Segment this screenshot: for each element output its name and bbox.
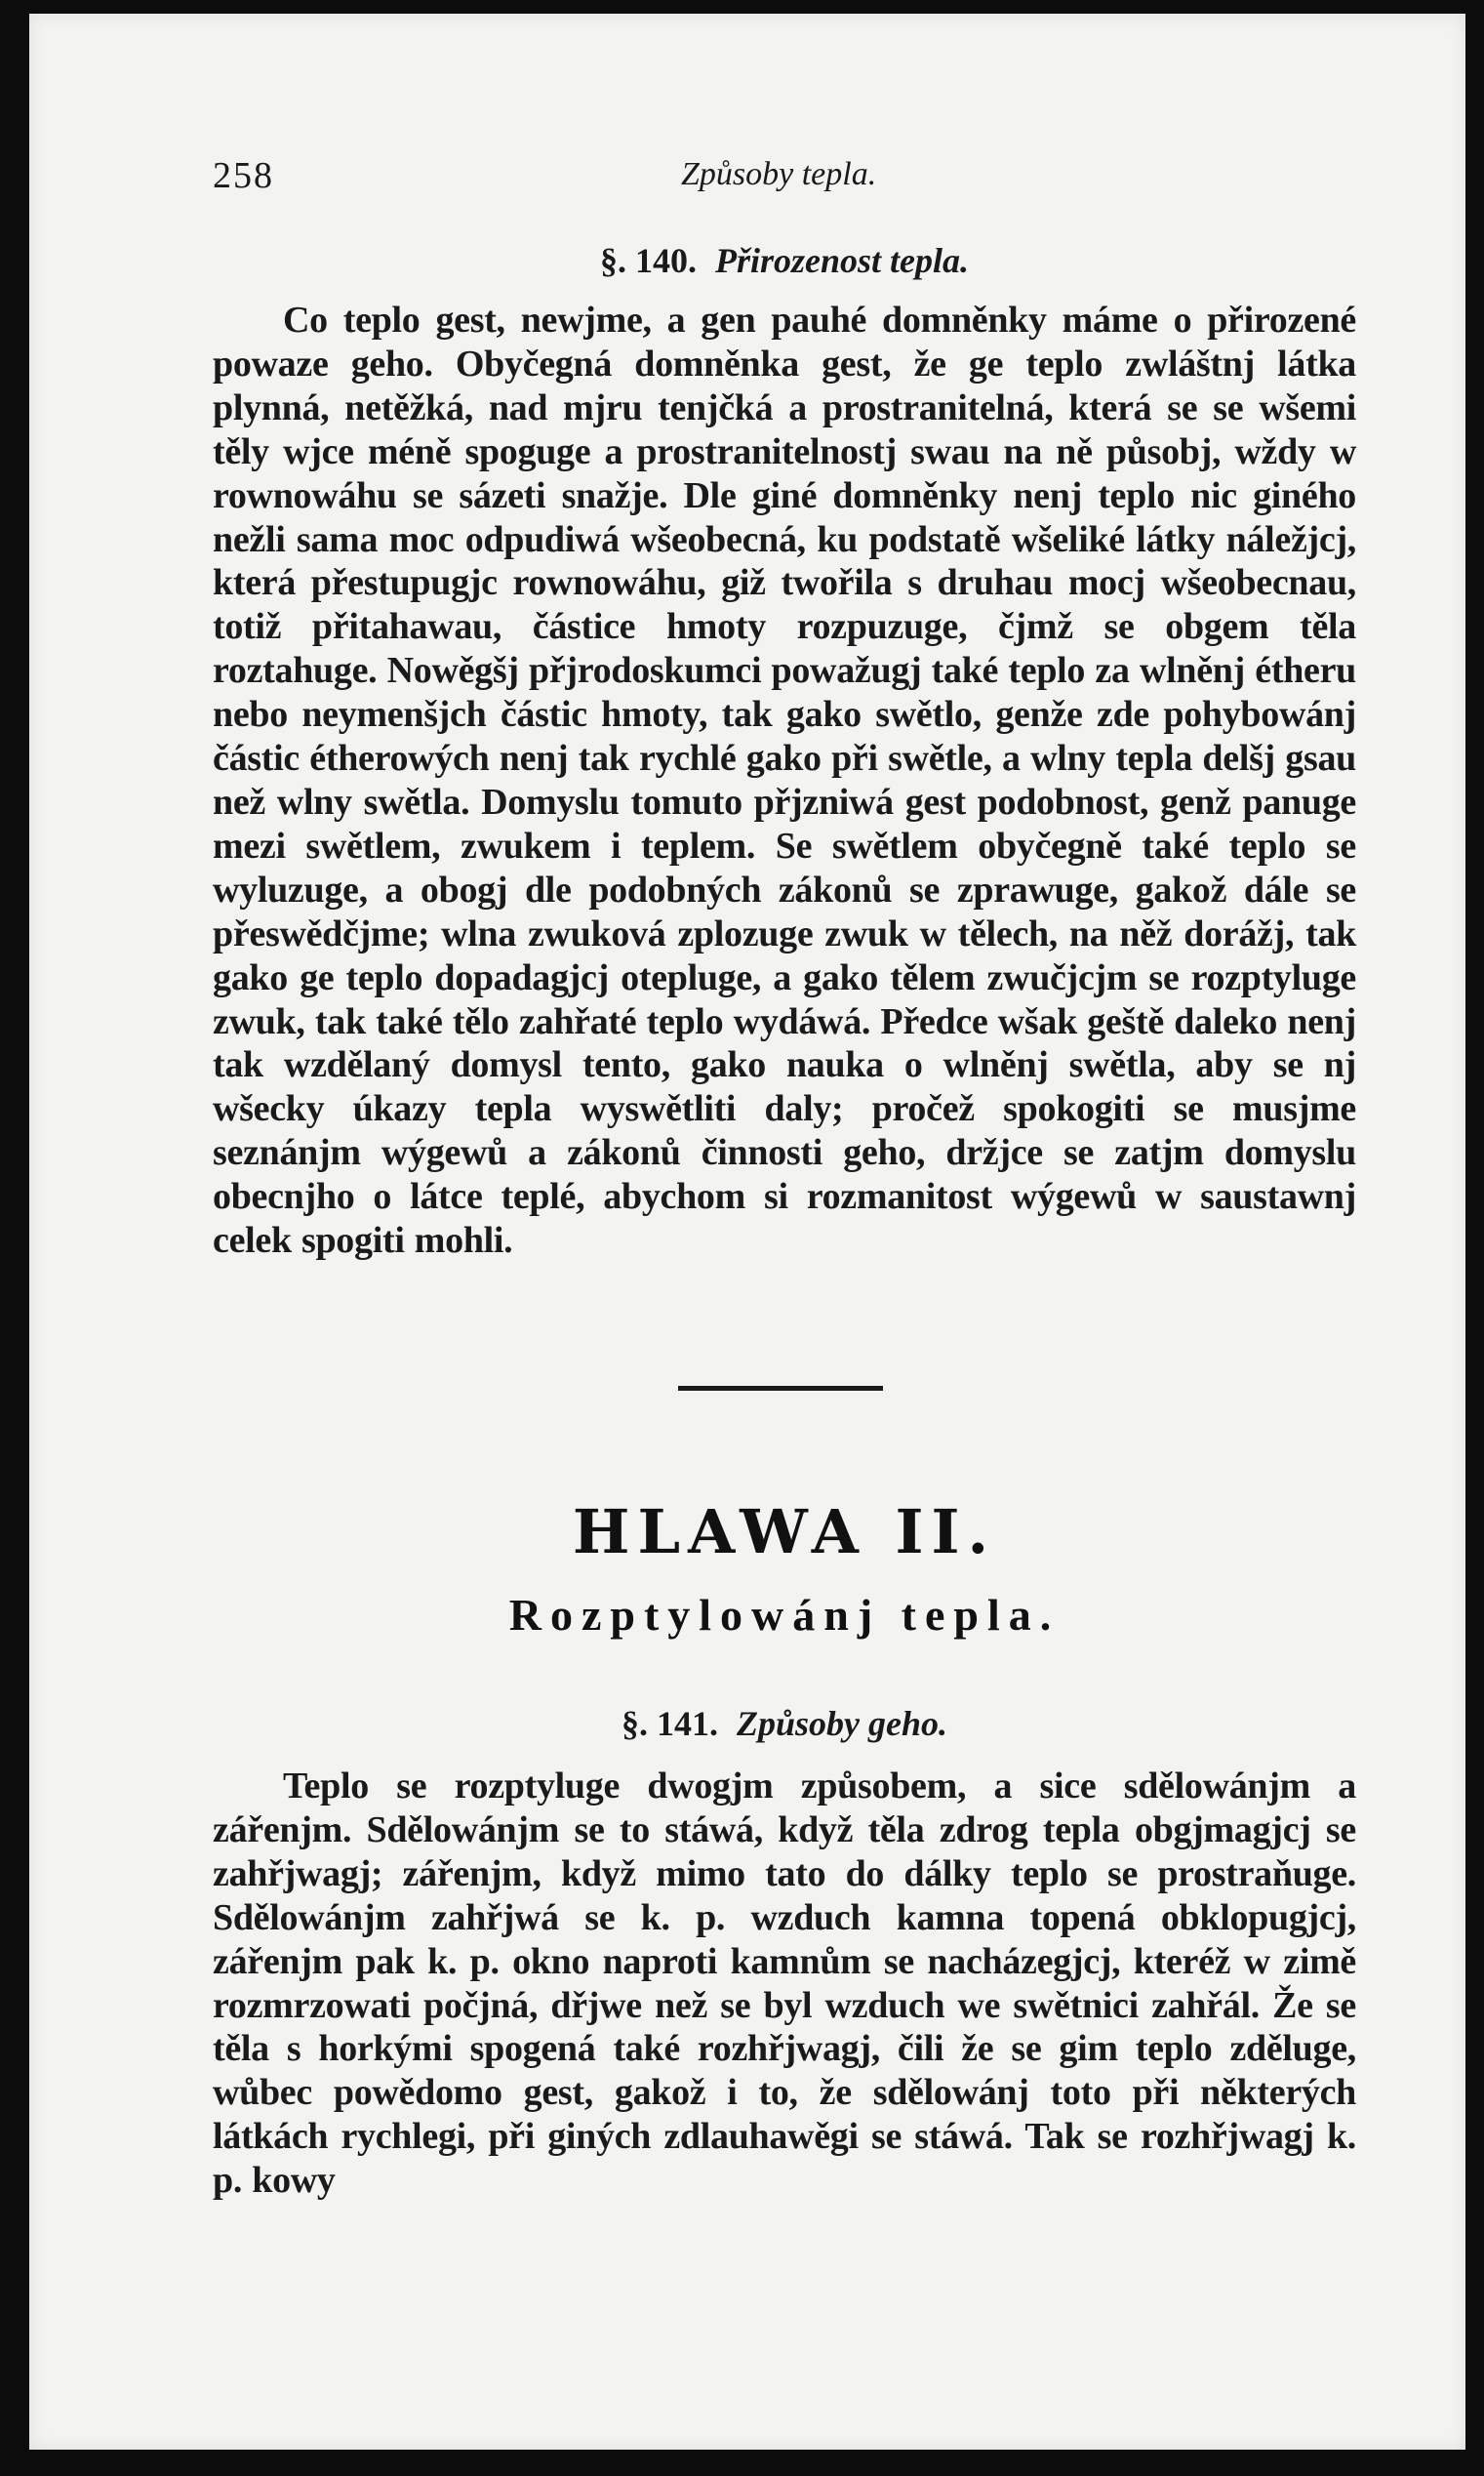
section-title: Přirozenost tepla. bbox=[714, 241, 969, 280]
running-head bbox=[213, 154, 1356, 213]
page-number: 258 bbox=[213, 155, 274, 196]
chapter-subtitle: Rozptylowánj tepla. bbox=[508, 1590, 1061, 1640]
chapter-heading: HLAWA II. bbox=[572, 1496, 997, 1567]
section-number: §. 141. bbox=[622, 1704, 718, 1743]
section-number: §. 140. bbox=[599, 241, 697, 280]
section-body-140 bbox=[213, 299, 1356, 1263]
paragraph: Teplo se rozptyluge dwogjm způsobem, a sice sdělowánjm a zářenjm. Sdělowánjm se to stáwá, když těla zdrog tepla obgjmagjcj se zahřjwagj; zářenjm, když mimo tato do dálky teplo se prostraňuge. Sdělowánjm zahřjwá se k. p. wzduch kamna topená obklopugjcj, zářenjm pak k. p. okno naproti kamnům se nacházegjcj, kteréž w zimě rozmrzowati počjná, dřjwe než se byl wzduch we swětnici zahřál. Že se těla s horkými spogená také rozhřjwagj, čili že se gim teplo zděluge, wůbec powědomo gest, gakož i to, že sdělowánj toto při některých látkách rychlegi, při giných zdlauhawěgi se stáwá. Tak se rozhřjwagj k. p. kowy bbox=[213, 1766, 1356, 2202]
section-body-141 bbox=[213, 1765, 1356, 2203]
section-divider bbox=[678, 1386, 883, 1391]
section-heading-141 bbox=[213, 1703, 1356, 1744]
running-title: Způsoby tepla. bbox=[681, 156, 877, 192]
paragraph: Co teplo gest, newjme, a gen pauhé domněnky máme o přirozené powaze geho. Obyčegná domněnka gest, že ge teplo zwláštnj látka plynná, netěžká, nad mjru tenjčká a prostranitelná, která se se wšemi těly wjce méně spoguge a prostranitelnostj swau na ně působj, wždy w rownowáhu se sázeti snažje. Dle giné domněnky nenj teplo nic giného nežli sama moc odpudiwá wšeobecná, ku podstatě wšeliké látky náležjcj, která přestupugjc rownowáhu, giž twořila s druhau mocj wšeobecnau, totiž přitahawau, částice hmoty rozpuzuge, čjmž se obgem těla roztahuge. Nowěgšj přjrodoskumci powažugj také teplo za wlněnj étheru nebo neymenšjch částic hmoty, tak gako swětlo, genže zde pohybowánj částic étherowých nenj tak rychlé gako při swětle, a wlny tepla delšj gsau než wlny swětla. Domyslu tomuto přjzniwá gest podobnost, genž panuge mezi swětlem, zwukem i teplem. Se swětlem obyčegně také teplo se wyluzuge, a obogj dle podobných zákonů se zprawuge, gakož dále se přeswědčjme; wlna zwuková zplozuge zwuk w tělech, na něž dorážj, tak gako ge teplo dopadagjcj otepluge, a gako tělem zwučjcjm se rozptyluge zwuk, tak také tělo zahřaté teplo wydáwá. Předce wšak geště daleko nenj tak wzdělaný domysl tento, gako nauka o wlněnj swětla, aby se nj wšecky úkazy tepla wyswětliti daly; pročež spokogiti se musjme seznánjm wýgewů a zákonů činnosti geho, držjce se zatjm domyslu obecnjho o látce teplé, abychom si rozmanitost wýgewů w saustawnj celek spogiti mohli. bbox=[213, 300, 1356, 1262]
section-title: Způsoby geho. bbox=[737, 1704, 947, 1743]
section-heading-140 bbox=[213, 240, 1356, 281]
